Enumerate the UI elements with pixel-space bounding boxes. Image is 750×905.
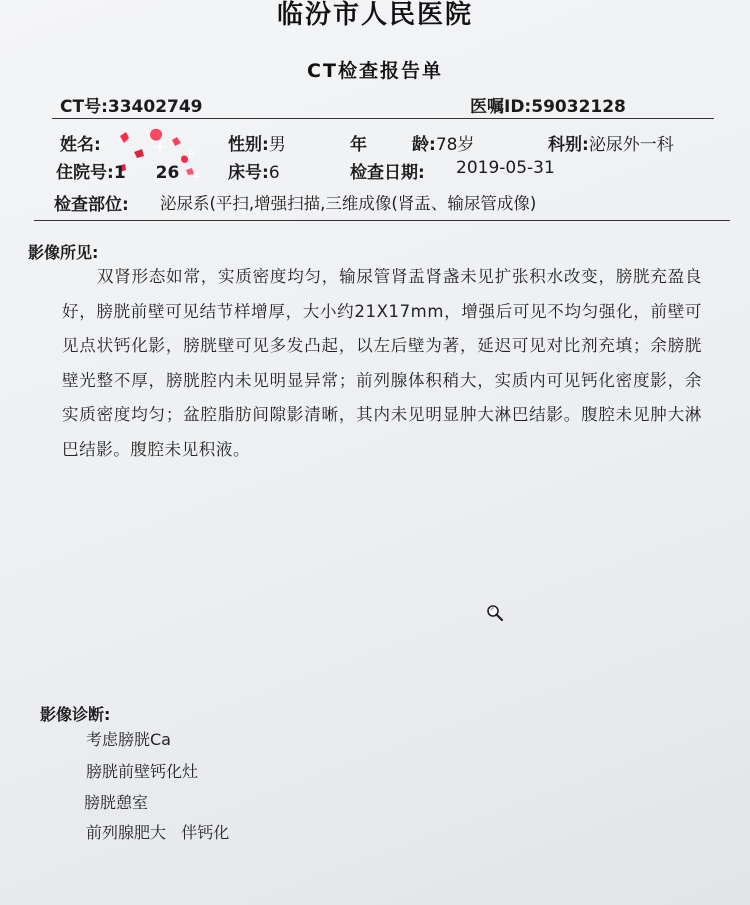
exam-date-label: 检查日期:	[350, 163, 425, 183]
exam-site-value-wrap	[160, 190, 536, 214]
exam-date-value: 2019-05-31	[456, 158, 555, 178]
bed-label: 床号:	[228, 163, 269, 183]
diagnosis-item: 膀胱前壁钙化灶	[86, 762, 199, 781]
exam-site-value: 泌尿系(平扫,增强扫描,三维成像(肾盂、输尿管成像)	[160, 194, 537, 213]
findings-text: 双肾形态如常，实质密度均匀，输尿管肾盂肾盏未见扩张积水改变，膀胱充盈良好，膀胱前壁可见结节样增厚，大小约21X17mm，增强后可见不均匀强化，前壁可见点状钙化影，膀胱壁可见多发凸起，以左后壁为著，延迟可见对比剂充填；余膀胱壁光整不厚，膀胱腔内未见明显异常；前列腺体积稍大，实质内可见钙化密度影，余实质密度均匀；盆腔脂肪间隙影清晰，其内未见明显肿大淋巴结影。腹腔未见肿大淋巴结影。腹腔未见积液。	[62, 267, 702, 459]
ct-number-value: 33402749	[107, 97, 203, 117]
sex-label: 性别:	[228, 135, 269, 155]
patient-info-divider	[34, 220, 730, 221]
age-field	[350, 130, 367, 155]
magnifier-cursor-icon	[486, 604, 504, 622]
department-value: 泌尿外一科	[588, 135, 674, 155]
report-title: CT检查报告单	[307, 60, 443, 82]
age-label-part2: 龄:	[412, 135, 436, 155]
department-label: 科别:	[548, 135, 589, 155]
hospital-name: 临汾市人民医院	[276, 0, 473, 30]
exam-date-field	[350, 158, 425, 183]
header-divider	[52, 118, 714, 119]
sex-field	[228, 130, 286, 155]
name-label: 姓名:	[60, 135, 101, 155]
sex-value: 男	[268, 135, 286, 155]
diagnosis-item: 前列腺肥大 伴钙化	[86, 823, 230, 842]
order-id	[470, 92, 626, 117]
age-value: 78岁	[435, 135, 475, 155]
age-label-part1: 年	[350, 135, 367, 155]
ct-number-label: CT号:	[60, 97, 108, 117]
diagnosis-item: 膀胱憩室	[84, 793, 149, 812]
diagnosis-title: 影像诊断:	[40, 705, 111, 724]
name-field	[60, 130, 101, 155]
order-id-label: 医嘱ID:	[470, 97, 532, 117]
admission-value-start: 1	[113, 163, 126, 183]
bed-field	[228, 158, 280, 183]
order-id-value: 59032128	[531, 97, 626, 117]
exam-site-field	[54, 190, 129, 215]
exam-site-label: 检查部位:	[54, 195, 129, 215]
exam-date-value-wrap	[456, 158, 555, 178]
findings-title: 影像所见:	[28, 243, 99, 262]
age-field-2	[412, 130, 474, 155]
bed-value: 6	[268, 163, 280, 183]
admission-value-end: 26	[155, 163, 180, 183]
admission-field	[56, 158, 179, 183]
department-field	[548, 130, 674, 155]
admission-label: 住院号:	[56, 163, 114, 183]
ct-number	[60, 92, 203, 117]
diagnosis-item: 考虑膀胱Ca	[86, 730, 171, 749]
